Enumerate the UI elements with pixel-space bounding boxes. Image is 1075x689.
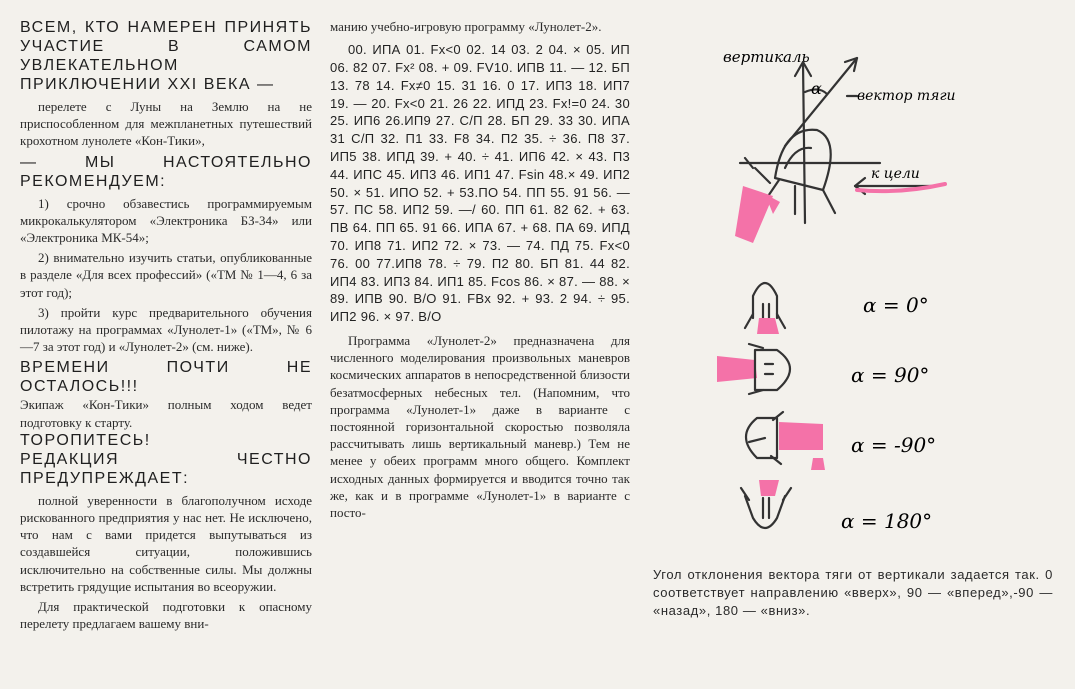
heading-warning: РЕДАКЦИЯ ЧЕСТНО ПРЕДУПРЕЖДАЕТ: <box>20 450 312 487</box>
paragraph-program-intro: манию учебно-игровую программу «Лунолет-2». <box>330 19 602 34</box>
paragraph-program-description: Программа «Лунолет-2» предназначена для численного моделирования произвольных маневров космических аппаратов в непосредственной близости безатмосферных небесных тел. (Напомним, что программа «Лунолет-1» даже в варианте с постоянной горизонтальной скоростью позволяла рассчитывать лишь вертикальный маневр.) Тем не менее у обеих программ много общего. Комплект исходных данных формируется и вводится точно так же, как и в программе «Лунолет-1» в варианте с посто- <box>330 332 630 520</box>
lander-nozzle <box>745 158 770 183</box>
lander-window <box>785 148 811 168</box>
heading-hurry: ТОРОПИТЕСЬ! <box>20 431 151 449</box>
left-column <box>20 18 312 689</box>
program-listing: 00. ИПА 01. Fx<0 02. 14 03. 2 04. × 05. ИП 06. 82 07. Fx² 08. + 09. FV10. ИПВ 11. — 12. БП 13. 78 14. Fx≠0 15. 31 16. 0 17. ИП3 18. ИП7 19. — 20. Fx<0 21. 26 22. ИПД 23. Fx!=0 24. 30 25. ИП6 26.ИП9 27. С/П 28. БП 29. 33 30. ИПА 31 С/П 32. П1 33. F8 34. П2 35. ÷ 36. П8 37. ИП5 38. ИПД 39. + 40. ÷ 41. ИП6 42. × 43. П3 44. ИПС 45. ИП3 46. ИП1 47. Fsin 48.× 49. ИП2 50. × 51. ИПО 52. + 53.ПО 54. ПП 55. 91 56. — 57. ПС 58. ИП2 59. —/ 60. ПП 61. 82 62. + 63. ПВ 64. ПП 65. 91 66. ИПА 67. + 68. ПА 69. ИПД 70. ИП8 71. ИП2 72. × 73. — 74. ПД 75. Fx<0 76. 00 77.ИП8 78. ÷ 79. П2 80. БП 81. 44 82. ИП4 83. ИП3 84. ИП1 85. Fcos 86. × 87. — 88. × 89. ИПВ 90. В/О 91. FBx 92. + 93. 2 94. ÷ 95. ИП2 96. × 97. В/О <box>330 42 630 325</box>
orientation-180 <box>741 480 932 533</box>
paragraph-step-2: 2) внимательно изучить статьи, опубликованные в разделе «Для всех профессий» («ТМ № 1—4, 6 за этот год); <box>20 250 312 300</box>
heading-time-left: ВРЕМЕНИ ПОЧТИ НЕ ОСТАЛОСЬ!!! <box>20 359 312 396</box>
paragraph-practice: Для практической подготовки к опасному перелету предлагаем вашему вни- <box>20 599 312 632</box>
paragraph-uncertainty: полной уверенности в благополучном исходе рискованного предприятия у нас нет. Не исключено, что нам с вами придется выпутываться из создавшейся ситуации, положившись исключительно на собственные силы. Мы должны встретить грядущие испытания во всеоружии. <box>20 492 312 594</box>
exhaust-180 <box>759 480 779 496</box>
paragraph-step-1: 1) срочно обзавестись программируемым микрокалькулятором «Электроника БЗ-34» или «Электроника МК-54»; <box>20 195 312 246</box>
label-vertical: вертикаль <box>723 48 810 66</box>
heading-everyone: ВСЕМ, КТО НАМЕРЕН ПРИНЯТЬ УЧАСТИЕ В САМОМ УВЛЕКАТЕЛЬНОМ ПРИКЛЮЧЕНИИ XXI ВЕКА — <box>20 19 312 93</box>
orientation-minus-90 <box>746 412 936 470</box>
label-to-target: к цели <box>871 166 920 182</box>
exhaust-0 <box>757 318 779 334</box>
middle-column <box>330 18 630 689</box>
paragraph-flight: перелете с Луны на Землю на не приспособленном для межпланетных путешествий крохотном лунолете «Кон-Тики», <box>20 99 312 149</box>
main-diagram <box>723 48 956 243</box>
lander-180-body <box>745 496 785 528</box>
orientation-90 <box>717 344 929 394</box>
paragraph-step-3: 3) пройти курс предварительного обучения пилотажу на программах «Лунолет-1» («ТМ», № 6—7 за этот год) и «Лунолет-2» (см. ниже). <box>20 304 312 355</box>
exhaust-plume-main <box>735 186 773 243</box>
angle-label-minus-90: α = -90° <box>851 433 937 457</box>
heading-recommend: — МЫ НАСТОЯТЕЛЬНО РЕКОМЕНДУЕМ: <box>20 153 312 190</box>
lander-0-body <box>753 283 777 318</box>
alpha-symbol: α <box>811 79 822 98</box>
angle-label-180: α = 180° <box>841 509 933 533</box>
orientation-0 <box>745 283 929 334</box>
vertical-axis <box>803 62 805 223</box>
label-thrust-vector: вектор тяги <box>857 88 956 104</box>
thrust-angle-figure <box>645 18 1065 548</box>
figure-column <box>645 18 1065 689</box>
exhaust-minus-90 <box>779 422 823 450</box>
lander-90-body <box>755 350 790 390</box>
angle-label-90: α = 90° <box>851 363 930 387</box>
angle-label-0: α = 0° <box>863 293 929 317</box>
exhaust-90 <box>717 356 757 382</box>
figure-caption: Угол отклонения вектора тяги от вертикали задается так. 0 соответствует направлению «вверх», 90 — «вперед»,-90 — «назад», 180 — «вниз». <box>653 567 1053 618</box>
paragraph-crew: Экипаж «Кон-Тики» полным ходом ведет подготовку к старту. <box>20 397 312 430</box>
exhaust-minus-90-small <box>811 458 825 470</box>
